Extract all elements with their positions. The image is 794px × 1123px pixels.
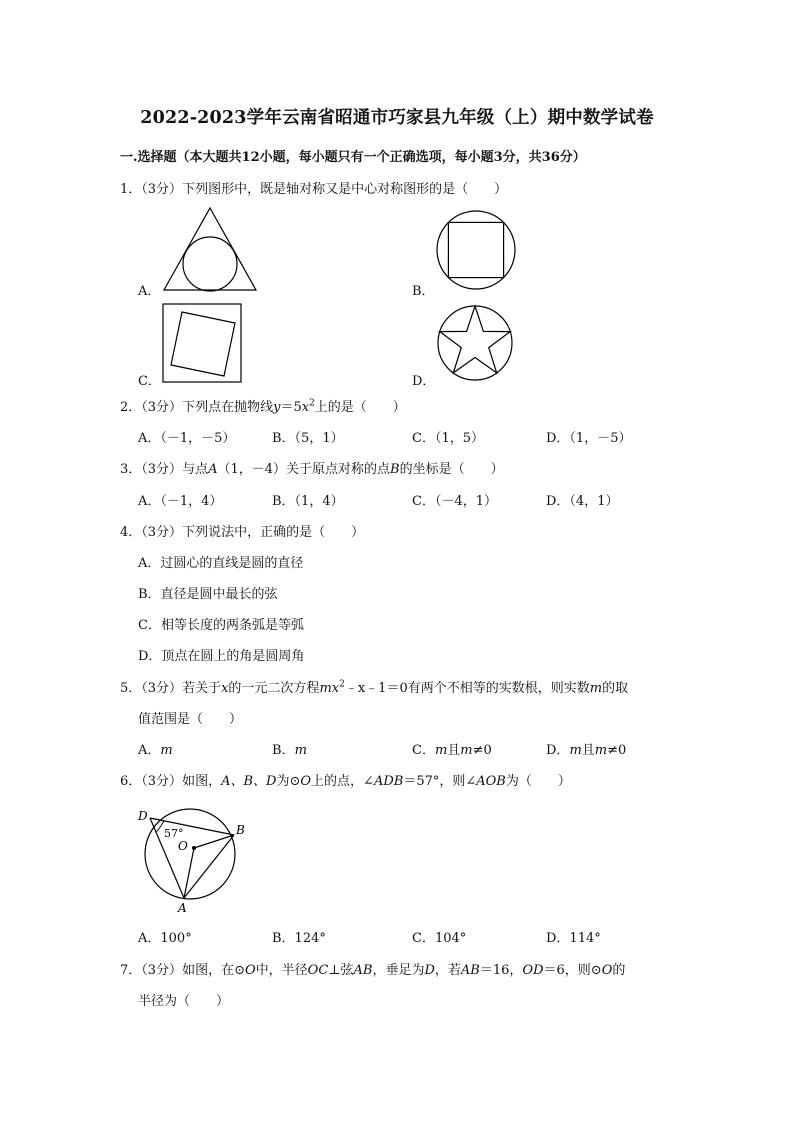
option-mid: 且 xyxy=(447,743,461,758)
question-score: （3分） xyxy=(141,525,183,540)
question-score: （3分） xyxy=(141,963,183,978)
formula-x: x xyxy=(301,400,310,415)
question-3 xyxy=(120,458,504,477)
question-number: 6． xyxy=(120,774,142,789)
question-text-h: 的 xyxy=(612,963,626,978)
q3-option-a[interactable]: A．（－1，4） xyxy=(138,494,223,509)
segment-ob xyxy=(194,835,234,848)
angle-aob: AOB xyxy=(476,774,506,789)
circle-shape xyxy=(438,306,512,380)
angle-adb: ADB xyxy=(373,774,404,789)
equation-exponent: 2 xyxy=(339,679,345,690)
question-5 xyxy=(120,677,628,696)
segment-oa xyxy=(184,848,194,898)
q6-option-a[interactable]: A．100° xyxy=(138,931,192,946)
points: A、B、D xyxy=(221,774,277,789)
option-var: m xyxy=(160,743,173,758)
formula-exponent: 2 xyxy=(309,398,315,409)
question-6 xyxy=(120,770,571,789)
point-a: A xyxy=(208,462,218,477)
option-var-2: m xyxy=(460,743,473,758)
option-var: m xyxy=(434,743,448,758)
question-score: （3分） xyxy=(141,182,183,197)
q1-figure-b xyxy=(436,210,516,290)
question-text-e: ，若 xyxy=(434,963,461,978)
option-label: A． xyxy=(138,743,161,758)
var-d: D xyxy=(424,963,435,978)
question-4 xyxy=(120,521,364,540)
question-text-d: ＝57°，则∠ xyxy=(403,774,477,789)
option-label: C． xyxy=(412,743,435,758)
question-1 xyxy=(120,178,507,197)
q3-option-b[interactable]: B．（1，4） xyxy=(272,494,344,509)
q4-option-d[interactable]: D．顶点在圆上的角是圆周角 xyxy=(138,649,305,664)
question-7-line-2: 半径为（ ） xyxy=(138,994,230,1009)
equation-rest: ﹣x﹣1＝0 xyxy=(344,681,408,696)
question-score: （3分） xyxy=(141,400,183,415)
option-mid: 且 xyxy=(581,743,595,758)
q5-option-b[interactable] xyxy=(272,739,307,758)
question-text: 若关于 xyxy=(182,681,222,696)
point-coord: （1，－4） xyxy=(217,462,287,477)
q5-option-d[interactable] xyxy=(546,739,626,758)
segment-ab xyxy=(184,835,234,898)
question-text: 下列说法中，正确的是（ ） xyxy=(182,525,365,540)
var-oc: OC xyxy=(307,963,329,978)
question-2 xyxy=(120,396,406,415)
q4-option-b[interactable]: B．直径是圆中最长的弦 xyxy=(138,587,278,602)
page-title: 2022-2023学年云南省昭通市巧家县九年级（上）期中数学试卷 xyxy=(140,108,654,128)
point-b: B xyxy=(390,462,400,477)
question-score: （3分） xyxy=(141,774,183,789)
question-score: （3分） xyxy=(141,681,183,696)
question-text-end: 的坐标是（ ） xyxy=(399,462,504,477)
question-text: 如图，在⊙ xyxy=(182,963,245,978)
question-text-e: 为（ ） xyxy=(505,774,571,789)
option-var: m xyxy=(294,743,307,758)
inner-square-shape xyxy=(171,312,235,376)
question-text: 如图， xyxy=(182,774,222,789)
equation-mx: mx xyxy=(319,681,340,696)
question-number: 1． xyxy=(120,182,142,197)
var-ab-2: AB xyxy=(460,963,480,978)
q5-option-a[interactable] xyxy=(138,739,173,758)
circle-o xyxy=(145,809,235,899)
option-label: B． xyxy=(272,743,295,758)
question-text-f: ＝16， xyxy=(479,963,523,978)
question-number: 7． xyxy=(120,963,142,978)
segment-db xyxy=(150,818,234,835)
question-text-c: 上的点，∠ xyxy=(311,774,374,789)
q2-option-d[interactable]: D．（1，－5） xyxy=(546,431,632,446)
q4-option-a[interactable]: A．过圆心的直线是圆的直径 xyxy=(138,556,304,571)
q2-option-c[interactable]: C．（1，5） xyxy=(412,431,484,446)
question-text-end: 上的是（ ） xyxy=(314,400,406,415)
center-dot xyxy=(192,846,196,850)
angle-label: 57° xyxy=(164,827,184,840)
var-ab: AB xyxy=(353,963,373,978)
var-o-2: O xyxy=(601,963,613,978)
question-number: 4． xyxy=(120,525,142,540)
question-text-b: 的一元二次方程 xyxy=(228,681,320,696)
label-a: A xyxy=(178,901,187,915)
question-text-c: ⊥弦 xyxy=(328,963,354,978)
option-var: m xyxy=(569,743,582,758)
q5-option-c[interactable] xyxy=(412,739,492,758)
section-heading: 一.选择题（本大题共12小题，每小题只有一个正确选项，每小题3分，共36分） xyxy=(120,150,586,165)
question-score: （3分） xyxy=(141,462,183,477)
question-text-g: ＝6，则⊙ xyxy=(543,963,602,978)
option-rest: ≠0 xyxy=(607,743,627,758)
q6-option-b[interactable]: B．124° xyxy=(272,931,326,946)
option-rest: ≠0 xyxy=(472,743,492,758)
var-o: O xyxy=(244,963,256,978)
question-text: 下列点在抛物线 xyxy=(182,400,274,415)
var-od: OD xyxy=(522,963,544,978)
option-label: D． xyxy=(546,743,570,758)
label-d: D xyxy=(138,809,148,823)
question-5-line-2: 值范围是（ ） xyxy=(138,712,243,727)
label-b: B xyxy=(236,823,245,837)
question-number: 3． xyxy=(120,462,142,477)
q1-option-d-label: D． xyxy=(412,374,436,389)
question-text-b: 为⊙ xyxy=(276,774,301,789)
q1-option-a-label: A． xyxy=(138,284,161,299)
q1-option-b-label: B． xyxy=(412,284,435,299)
var-m: m xyxy=(589,681,603,696)
question-text-mid: 关于原点对称的点 xyxy=(286,462,391,477)
square-shape xyxy=(448,222,503,277)
question-text-c: 有两个不相等的实数根，则实数 xyxy=(407,681,590,696)
q6-option-d[interactable]: D．114° xyxy=(546,931,601,946)
question-text: 下列图形中，既是轴对称又是中心对称图形的是（ ） xyxy=(182,182,508,197)
q3-option-d[interactable]: D．（4，1） xyxy=(546,494,619,509)
question-text-d: 的取 xyxy=(602,681,629,696)
option-var-2: m xyxy=(594,743,608,758)
question-number: 5． xyxy=(120,681,142,696)
question-text: 与点 xyxy=(182,462,209,477)
label-o: O xyxy=(178,839,188,853)
question-7 xyxy=(120,959,625,978)
center: O xyxy=(300,774,312,789)
triangle-shape xyxy=(164,208,256,290)
formula-eq: ＝5 xyxy=(280,400,302,415)
formula-y: y xyxy=(273,400,281,415)
q1-figure-a xyxy=(162,206,258,292)
q4-option-c[interactable]: C．相等长度的两条弧是等弧 xyxy=(138,618,304,633)
q1-option-c-label: C． xyxy=(138,374,161,389)
q2-option-b[interactable]: B．（5，1） xyxy=(272,431,344,446)
q1-figure-d xyxy=(436,304,514,382)
question-number: 2． xyxy=(120,400,142,415)
q6-option-c[interactable]: C．104° xyxy=(412,931,467,946)
circle-shape xyxy=(183,237,237,291)
q1-figure-c xyxy=(162,303,242,383)
var-x: x xyxy=(221,681,229,696)
q3-option-c[interactable]: C．（－4，1） xyxy=(412,494,497,509)
q6-figure xyxy=(134,806,254,914)
q2-option-a[interactable]: A．（－1，－5） xyxy=(138,431,236,446)
question-text-d: ，垂足为 xyxy=(372,963,425,978)
question-text-b: 中，半径 xyxy=(255,963,308,978)
